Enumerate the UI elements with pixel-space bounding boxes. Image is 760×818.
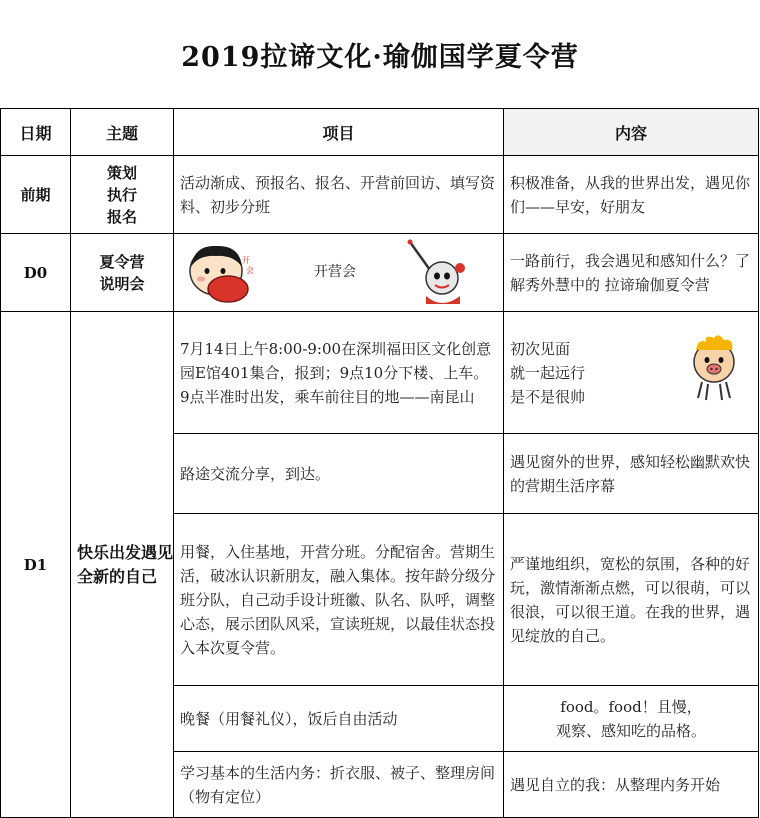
- row-content: 积极准备，从我的世界出发，遇见你们——早安，好朋友: [504, 156, 759, 234]
- theme-line: 策划: [106, 163, 137, 182]
- row-item: 用餐，入住基地，开营分班。分配宿舍。营期生活，破冰认识新朋友，融入集体。按年龄分级分班分队，自己动手设计班徽、队名、队呼，调整心态，展示团队风采，宣读班规，以最佳状态投入本次夏令营。: [174, 514, 504, 686]
- row-content: [504, 686, 759, 752]
- header-date: 日期: [1, 109, 71, 156]
- cartoon-robot-teacher-icon: [404, 238, 474, 308]
- content-line: 就一起远行: [510, 363, 586, 382]
- row-date: 前期: [1, 156, 71, 234]
- header-theme: 主题: [71, 109, 174, 156]
- cartoon-pig-icon: [684, 334, 744, 404]
- header-row: [1, 109, 759, 156]
- content-line: 观察、感知吃的品格。: [555, 721, 706, 740]
- theme-line: 夏令营: [99, 252, 145, 271]
- row-item: [174, 234, 504, 312]
- row-content: [504, 312, 759, 434]
- row-item: 晚餐（用餐礼仪），饭后自由活动: [174, 686, 504, 752]
- svg-text:会: 会: [246, 265, 254, 275]
- header-item: 项目: [174, 109, 504, 156]
- svg-text:开: 开: [242, 255, 250, 265]
- row-item: 学习基本的生活内务：折衣服、被子、整理房间（物有定位）: [174, 752, 504, 818]
- content-line: food。food！且慢，: [560, 697, 702, 716]
- row-content: 一路前行，我会遇见和感知什么？了解秀外慧中的 拉谛瑜伽夏令营: [504, 234, 759, 312]
- page-title: 2019拉谛文化·瑜伽国学夏令营: [181, 41, 579, 73]
- row-content: 遇见窗外的世界，感知轻松幽默欢快的营期生活序幕: [504, 434, 759, 514]
- table-row-d0: [1, 234, 759, 312]
- row-theme: [71, 234, 174, 312]
- table-row-pre: [1, 156, 759, 234]
- opening-meeting-label: 开营会: [314, 263, 356, 280]
- theme-line: 说明会: [99, 274, 145, 293]
- row-date: D1: [1, 312, 71, 818]
- row-content: 遇见自立的我：从整理内务开始: [504, 752, 759, 818]
- header-content: 内容: [504, 109, 759, 156]
- row-theme: 快乐出发遇见全新的自己: [71, 312, 174, 818]
- table-row-d1: [1, 312, 759, 434]
- row-item: 7月14日上午8:00-9:00在深圳福田区文化创意园E馆401集合，报到；9点10分下楼、上车。9点半准时出发，乘车前往目的地——南昆山: [174, 312, 504, 434]
- row-item: 活动渐成、预报名、报名、开营前回访、填写资料、初步分班: [174, 156, 504, 234]
- theme-line: 执行: [106, 185, 137, 204]
- theme-line: 报名: [106, 207, 137, 226]
- row-theme: [71, 156, 174, 234]
- cartoon-boy-icon: [186, 241, 266, 307]
- schedule-table: [0, 108, 759, 818]
- row-content: 严谨地组织，宽松的氛围，各种的好玩，激情渐渐点燃，可以很萌，可以很浪，可以很王道。在我的世界，遇见绽放的自己。: [504, 514, 759, 686]
- content-line: 初次见面: [510, 339, 571, 358]
- row-item: 路途交流分享，到达。: [174, 434, 504, 514]
- content-line: 是不是很帅: [510, 387, 586, 406]
- row-date: D0: [1, 234, 71, 312]
